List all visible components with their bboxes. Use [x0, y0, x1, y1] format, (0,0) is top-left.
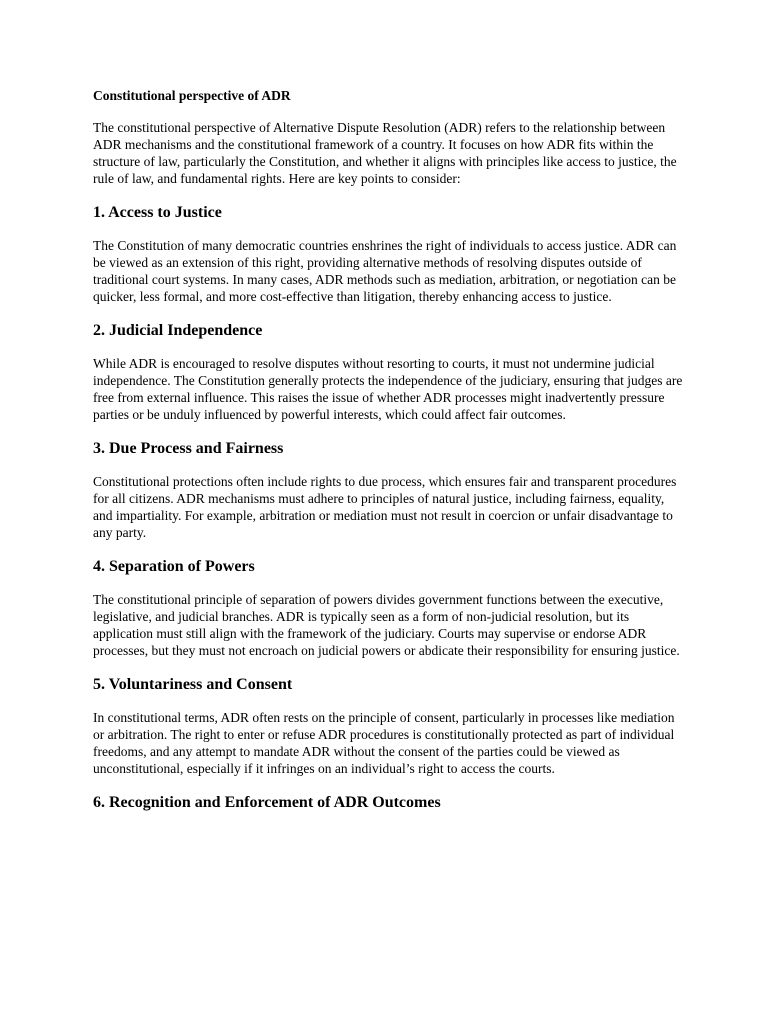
section-body: The constitutional principle of separation of powers divides government functions between the executive, legislative, and judicial branches. ADR is typically seen as a form of non-judicial resolution, but its application must still align with the framework of the judiciary. Courts may supervise or endorse ADR processes, but they must not encroach on judicial powers or abdicate their responsibility for ensuring justice. [93, 592, 680, 658]
section-heading: 2. Judicial Independence [93, 322, 263, 339]
section-judicial-independence [93, 319, 683, 423]
section-due-process [93, 437, 683, 541]
section-access-to-justice [93, 201, 683, 305]
section-body: In constitutional terms, ADR often rests on the principle of consent, particularly in processes like mediation or arbitration. The right to enter or refuse ADR procedures is constitutionally protected as part of individual freedoms, and any attempt to mandate ADR without the consent of the parties could be viewed as unconstitutional, especially if it infringes on an individual’s right to access the courts. [93, 710, 675, 776]
section-separation-of-powers [93, 555, 683, 659]
intro-paragraph: The constitutional perspective of Alternative Dispute Resolution (ADR) refers to the relationship between ADR mechanisms and the constitutional framework of a country. It focuses on how ADR fits within the structure of law, particularly the Constitution, and whether it aligns with principles like access to justice, the rule of law, and fundamental rights. Here are key points to consider: [93, 120, 677, 186]
document-page [93, 86, 683, 829]
section-heading: 4. Separation of Powers [93, 558, 255, 575]
section-voluntariness [93, 673, 683, 777]
section-heading: 5. Voluntariness and Consent [93, 676, 293, 693]
section-body: While ADR is encouraged to resolve disputes without resorting to courts, it must not undermine judicial independence. The Constitution generally protects the independence of the judiciary, ensuring that judges are free from external influence. This raises the issue of whether ADR processes might inadvertently pressure parties or be unduly influenced by powerful interests, which could affect fair outcomes. [93, 356, 683, 422]
section-heading: 3. Due Process and Fairness [93, 440, 284, 457]
section-recognition-enforcement [93, 791, 683, 815]
section-body: Constitutional protections often include rights to due process, which ensures fair and transparent procedures for all citizens. ADR mechanisms must adhere to principles of natural justice, including fairness, equality, and impartiality. For example, arbitration or mediation must not result in coercion or unfair disadvantage to any party. [93, 474, 677, 540]
section-heading: 1. Access to Justice [93, 204, 222, 221]
section-body: The Constitution of many democratic countries enshrines the right of individuals to access justice. ADR can be viewed as an extension of this right, providing alternative methods of resolving disputes outside of traditional court systems. In many cases, ADR methods such as mediation, arbitration, or negotiation can be quicker, less formal, and more cost-effective than litigation, thereby enhancing access to justice. [93, 238, 677, 304]
document-title: Constitutional perspective of ADR [93, 88, 291, 103]
section-heading: 6. Recognition and Enforcement of ADR Outcomes [93, 794, 441, 811]
